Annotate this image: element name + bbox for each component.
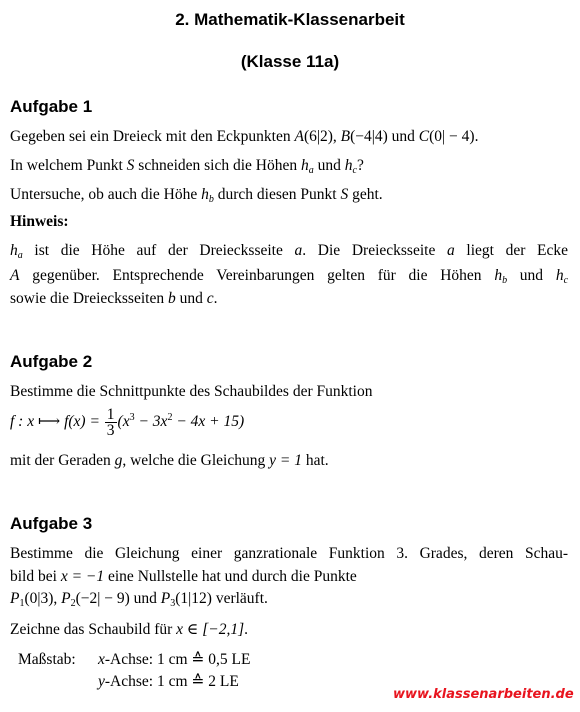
task1-line-1: Gegeben sei ein Dreieck mit den Eckpunkten A(6|2), B(−4|4) und C(0| − 4). bbox=[10, 128, 479, 145]
task3-line-2: bild bei x = −1 eine Nullstelle hat und durch die Punkte bbox=[10, 568, 357, 585]
hint-line-2: A gegenüber. Entsprechende Vereinbarungen gelten für die Höhen $h_b$ und $h_c$ bbox=[10, 267, 569, 286]
task3-line-1: Bestimme die Gleichung einer ganzrationale Funktion 3. Grades, deren Schau- bbox=[10, 545, 568, 562]
hint-line-1: $h_a$ ist die Höhe auf der Dreiecksseite a. Die Dreiecksseite a liegt der Ecke bbox=[10, 242, 568, 261]
fraction-one-third: $\frac{1}{3}$ bbox=[106, 406, 115, 439]
scale-label: Maßstab: bbox=[18, 651, 76, 668]
task2-line-3: mit der Geraden g, welche die Gleichung y = 1 hat. bbox=[10, 452, 329, 469]
scale-x: Maßstab: x-Achse: 1 cm ≙ 0,5 LE bbox=[18, 651, 251, 668]
document-title: 2. Mathematik-Klassenarbeit bbox=[175, 10, 405, 29]
scale-y: y-Achse: 1 cm ≙ 2 LE bbox=[98, 673, 239, 690]
hint-line-3: sowie die Dreiecksseiten b und c. bbox=[10, 290, 218, 307]
task1-line-3: Untersuche, ob auch die Höhe $h_b$ durch diesen Punkt S geht. bbox=[10, 186, 383, 205]
task3-line-3: $P_1(0|3)$, $P_2(-2| - 9)$ und $P_3(1|12)$ verläuft. bbox=[10, 590, 268, 609]
task2-heading: Aufgabe 2 bbox=[10, 352, 93, 371]
hint-label: Hinweis: bbox=[10, 213, 69, 230]
task3-line-4: Zeichne das Schaubild für x ∈ [−2,1]. bbox=[10, 621, 249, 638]
task3-heading: Aufgabe 3 bbox=[10, 514, 93, 533]
website-link[interactable]: www.klassenarbeiten.de bbox=[393, 687, 574, 702]
task1-line-2: In welchem Punkt S schneiden sich die Höhen $h_a$ und $h_c$? bbox=[10, 157, 364, 176]
task2-line-1: Bestimme die Schnittpunkte des Schaubildes der Funktion bbox=[10, 383, 373, 400]
function-definition: f : x ⟼ f(x) = $\frac{1}{3}$ $(x^3 - 3x^2 - 4x + 15)$ bbox=[10, 406, 245, 439]
document-subtitle: (Klasse 11a) bbox=[240, 52, 340, 71]
polynomial: $(x^3 - 3x^2 - 4x + 15)$ bbox=[117, 412, 245, 431]
task1-heading: Aufgabe 1 bbox=[10, 97, 93, 116]
